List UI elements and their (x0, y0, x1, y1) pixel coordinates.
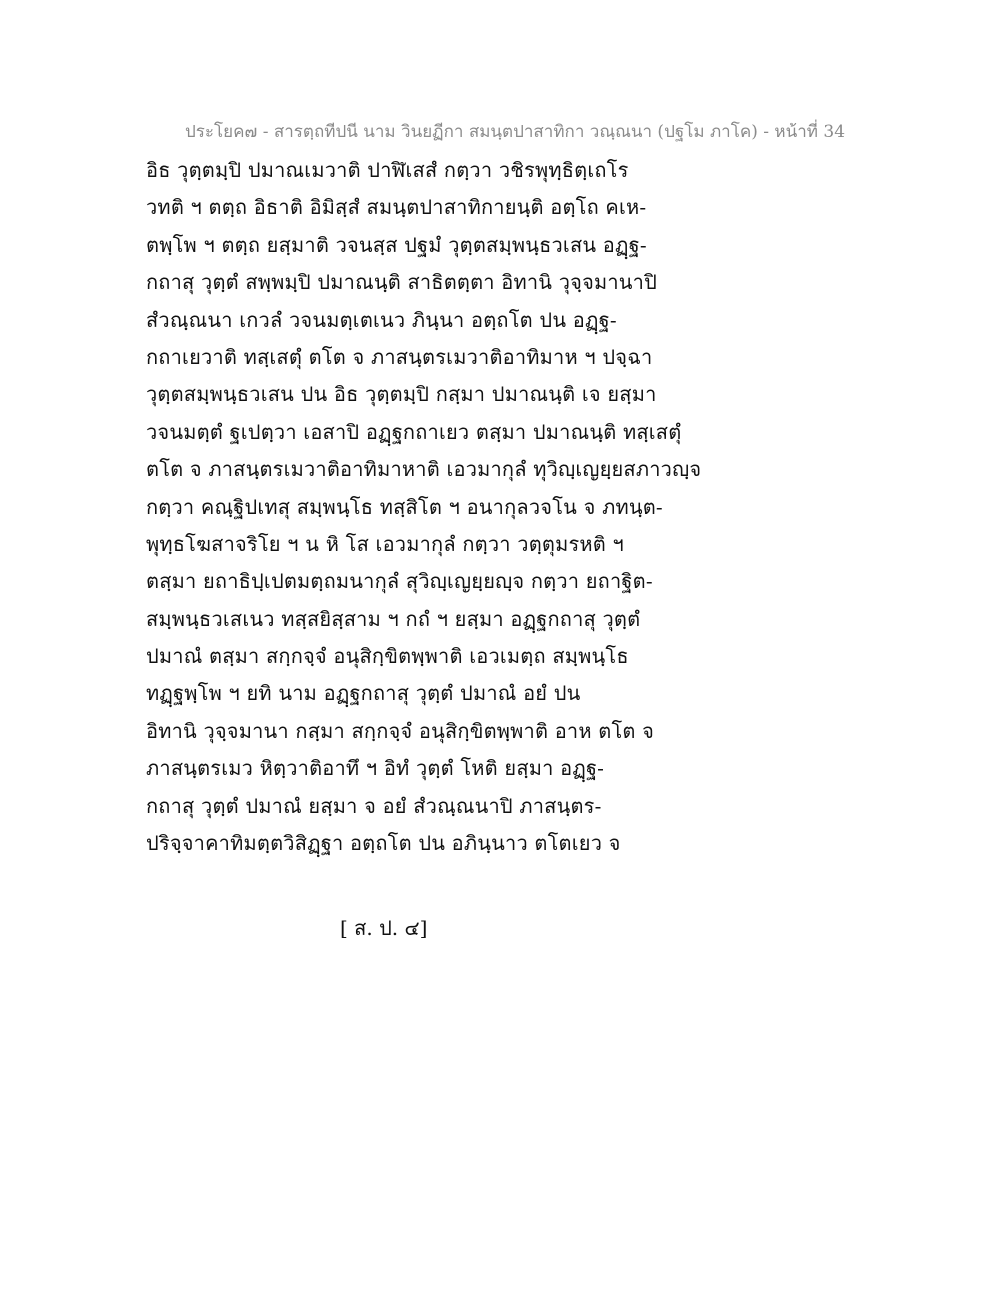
folio-marker: [ ส. ป. ๔] (340, 916, 428, 940)
body-text (146, 152, 702, 862)
text-line: ทฏฺฐพฺโพ ฯ ยทิ นาม อฏฺฐกถาสุ วุตฺตํ ปมาณํ อยํ ปน (146, 681, 581, 706)
text-line: กถาสุ วุตฺตํ สพฺพมฺปิ ปมาณนฺติ สาธิตตฺตา อิทานิ วุจฺจมานาปิ (146, 270, 658, 295)
text-line: กตฺวา คณฺฐิปเทสุ สมฺพนฺโธ ทสฺสิโต ฯ อนากุลวจโน จ ภทนฺต- (146, 494, 663, 519)
text-line: พุทฺธโฆสาจริโย ฯ น หิ โส เอวมากุลํ กตฺวา วตฺตุมรหติ ฯ (146, 531, 624, 556)
text-line: วทติ ฯ ตตฺถ อิธาติ อิมิสฺสํ สมนฺตปาสาทิกายนฺติ อตฺโถ คเห- (146, 195, 647, 220)
text-line: ตพฺโพ ฯ ตตฺถ ยสฺมาติ วจนสฺส ปฐมํ วุตฺตสมฺพนฺธวเสน อฏฺฐ- (146, 232, 647, 257)
running-header: ประโยค๗ - สารตฺถทีปนี นาม วินยฏีกา สมนฺตปาสาทิกา วณฺณนา (ปฐโม ภาโค) - หน้าที่ 34 (185, 122, 846, 142)
text-line: สํวณฺณนา เกวลํ วจนมตฺเตเนว ภินฺนา อตฺถโต ปน อฏฺฐ- (146, 307, 617, 332)
text-line: อิทานิ วุจฺจมานา กสฺมา สกฺกจฺจํ อนุสิกฺขิตพฺพาติ อาห ตโต จ (146, 718, 655, 743)
text-line: สมฺพนฺธวเสเนว ทสฺสยิสฺสาม ฯ กถํ ฯ ยสฺมา อฏฺฐกถาสุ วุตฺตํ (146, 606, 641, 631)
text-line: ปมาณํ ตสฺมา สกฺกจฺจํ อนุสิกฺขิตพฺพาติ เอวเมตฺถ สมฺพนฺโธ (146, 644, 629, 669)
text-line: กถาเยวาติ ทสฺเสตุํ ตโต จ ภาสนฺตรเมวาติอาทิมาห ฯ ปจฺฉา (146, 344, 653, 369)
text-line: ตสฺมา ยถาธิปฺเปตมตฺถมนากุลํ สุวิญฺเญยฺยญฺจ กตฺวา ยถาฐิต- (146, 569, 653, 594)
text-line: ตโต จ ภาสนฺตรเมวาติอาทิมาหาติ เอวมากุลํ ทุวิญฺเญยฺยสภาวญฺจ (146, 457, 702, 482)
text-line: อิธ วุตฺตมฺปิ ปมาณเมวาติ ปาฬิเสสํ กตฺวา วชิรพุทฺธิตฺเถโร (146, 158, 629, 182)
text-line: ภาสนฺตรเมว หิตฺวาติอาทึ ฯ อิทํ วุตฺตํ โหติ ยสฺมา อฏฺฐ- (146, 756, 605, 781)
text-line: วจนมตฺตํ ฐเปตฺวา เอสาปิ อฏฺฐกถาเยว ตสฺมา ปมาณนฺติ ทสฺเสตุํ (146, 419, 682, 444)
text-line: ปริจฺจาคาทิมตฺตวิสิฏฺฐา อตฺถโต ปน อภินฺนาว ตโตเยว จ (146, 831, 621, 856)
text-line: กถาสุ วุตฺตํ ปมาณํ ยสฺมา จ อยํ สํวณฺณนาปิ ภาสนฺตร- (146, 793, 602, 818)
text-line: วุตฺตสมฺพนฺธวเสน ปน อิธ วุตฺตมฺปิ กสฺมา ปมาณนฺติ เจ ยสฺมา (146, 382, 657, 407)
